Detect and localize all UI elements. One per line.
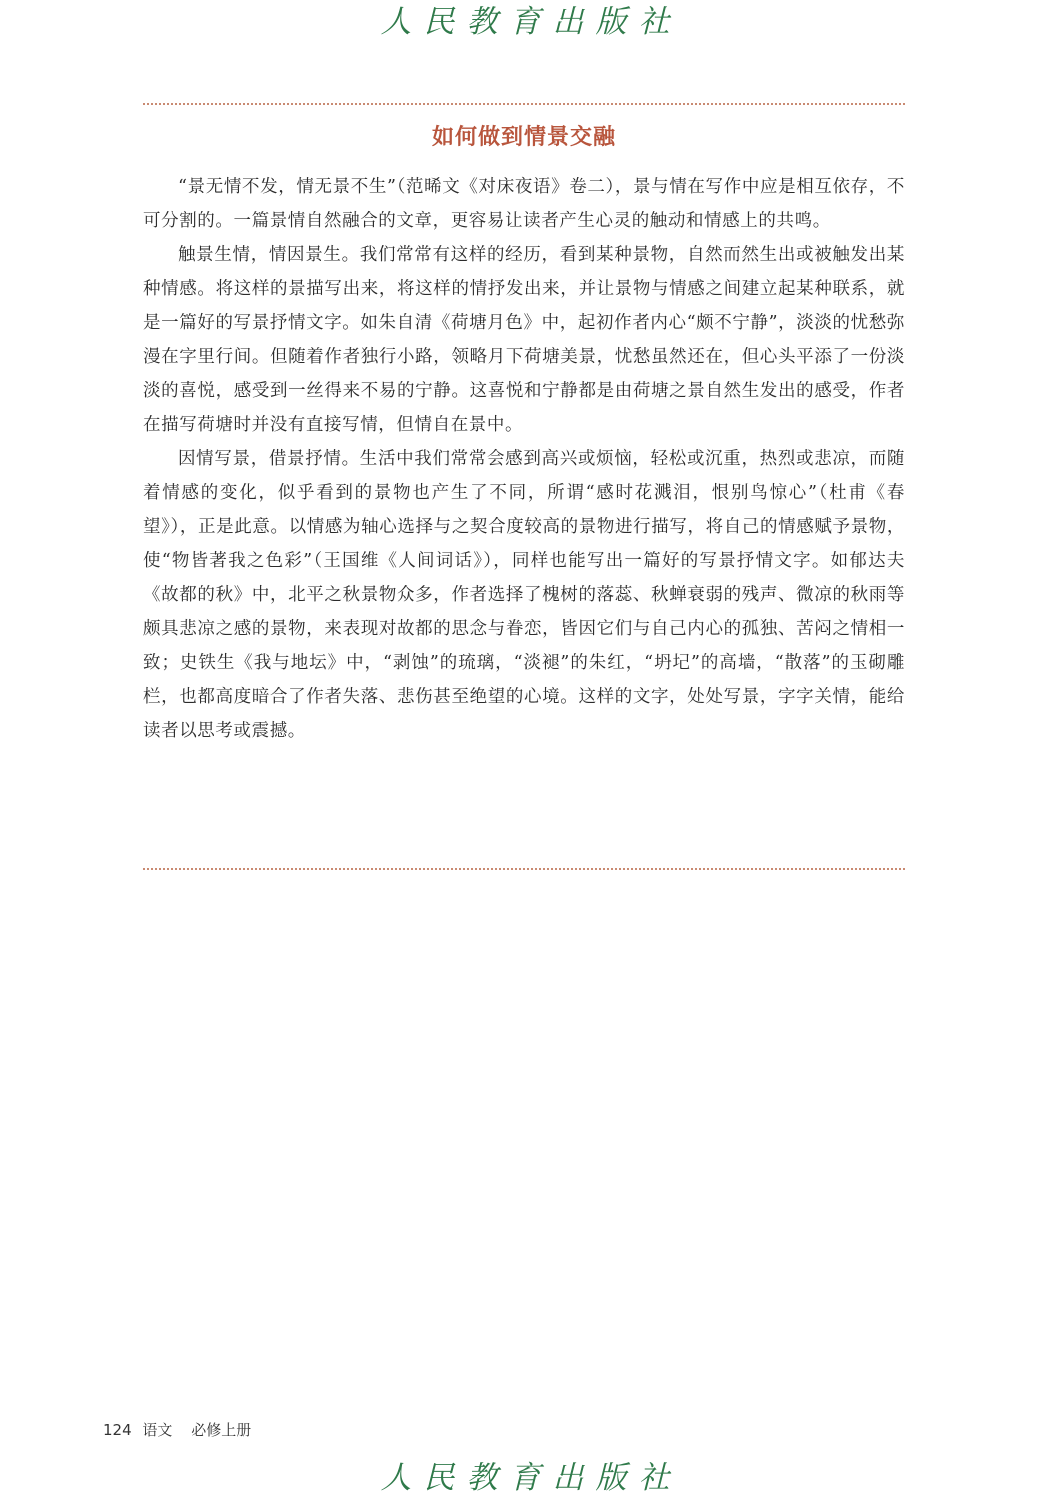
article-body: [143, 170, 905, 748]
publisher-logo-top: 人民教育出版社: [380, 4, 682, 40]
section-bottom-divider: [143, 868, 905, 870]
page-number: 124: [103, 1421, 132, 1439]
section-title: 如何做到情景交融: [431, 125, 616, 150]
book-subject: 语文: [142, 1421, 173, 1439]
paragraph-3: 因情写景，借景抒情。生活中我们常常会感到高兴或烦恼，轻松或沉重，热烈或悲凉，而随着情感的变化，似乎看到的景物也产生了不同，所谓“感时花溅泪，恨别鸟惊心”（杜甫《春望》），正是此意。以情感为轴心选择与之契合度较高的景物进行描写，将自己的情感赋予景物，使“物皆著我之色彩”（王国维《人间词话》），同样也能写出一篇好的写景抒情文字。如郁达夫《故都的秋》中，北平之秋景物众多，作者选择了槐树的落蕊、秋蝉衰弱的残声、微凉的秋雨等颇具悲凉之感的景物，来表现对故都的思念与眷恋，皆因它们与自己内心的孤独、苦闷之情相一致；史铁生《我与地坛》中，“剥蚀”的琉璃，“淡褪”的朱红，“坍圮”的高墙，“散落”的玉砌雕栏，也都高度暗合了作者失落、悲伤甚至绝望的心境。这样的文字，处处写景，字字关情，能给读者以思考或震撼。: [143, 449, 905, 741]
paragraph-1: “景无情不发，情无景不生”（范晞文《对床夜语》卷二），景与情在写作中应是相互依存，不可分割的。一篇景情自然融合的文章，更容易让读者产生心灵的触动和情感上的共鸣。: [143, 177, 905, 231]
paragraph-2: 触景生情，情因景生。我们常常有这样的经历，看到某种景物，自然而然生出或被触发出某种情感。将这样的景描写出来，将这样的情抒发出来，并让景物与情感之间建立起某种联系，就是一篇好的写景抒情文字。如朱自清《荷塘月色》中，起初作者内心“颇不宁静”，淡淡的忧愁弥漫在字里行间。但随着作者独行小路，领略月下荷塘美景，忧愁虽然还在，但心头平添了一份淡淡的喜悦，感受到一丝得来不易的宁静。这喜悦和宁静都是由荷塘之景自然生发出的感受，作者在描写荷塘时并没有直接写情，但情自在景中。: [143, 245, 905, 435]
page-footer: [103, 1418, 251, 1442]
publisher-logo-bottom: 人民教育出版社: [380, 1460, 682, 1496]
section-top-divider: [143, 103, 905, 105]
book-volume: 必修上册: [191, 1421, 252, 1439]
